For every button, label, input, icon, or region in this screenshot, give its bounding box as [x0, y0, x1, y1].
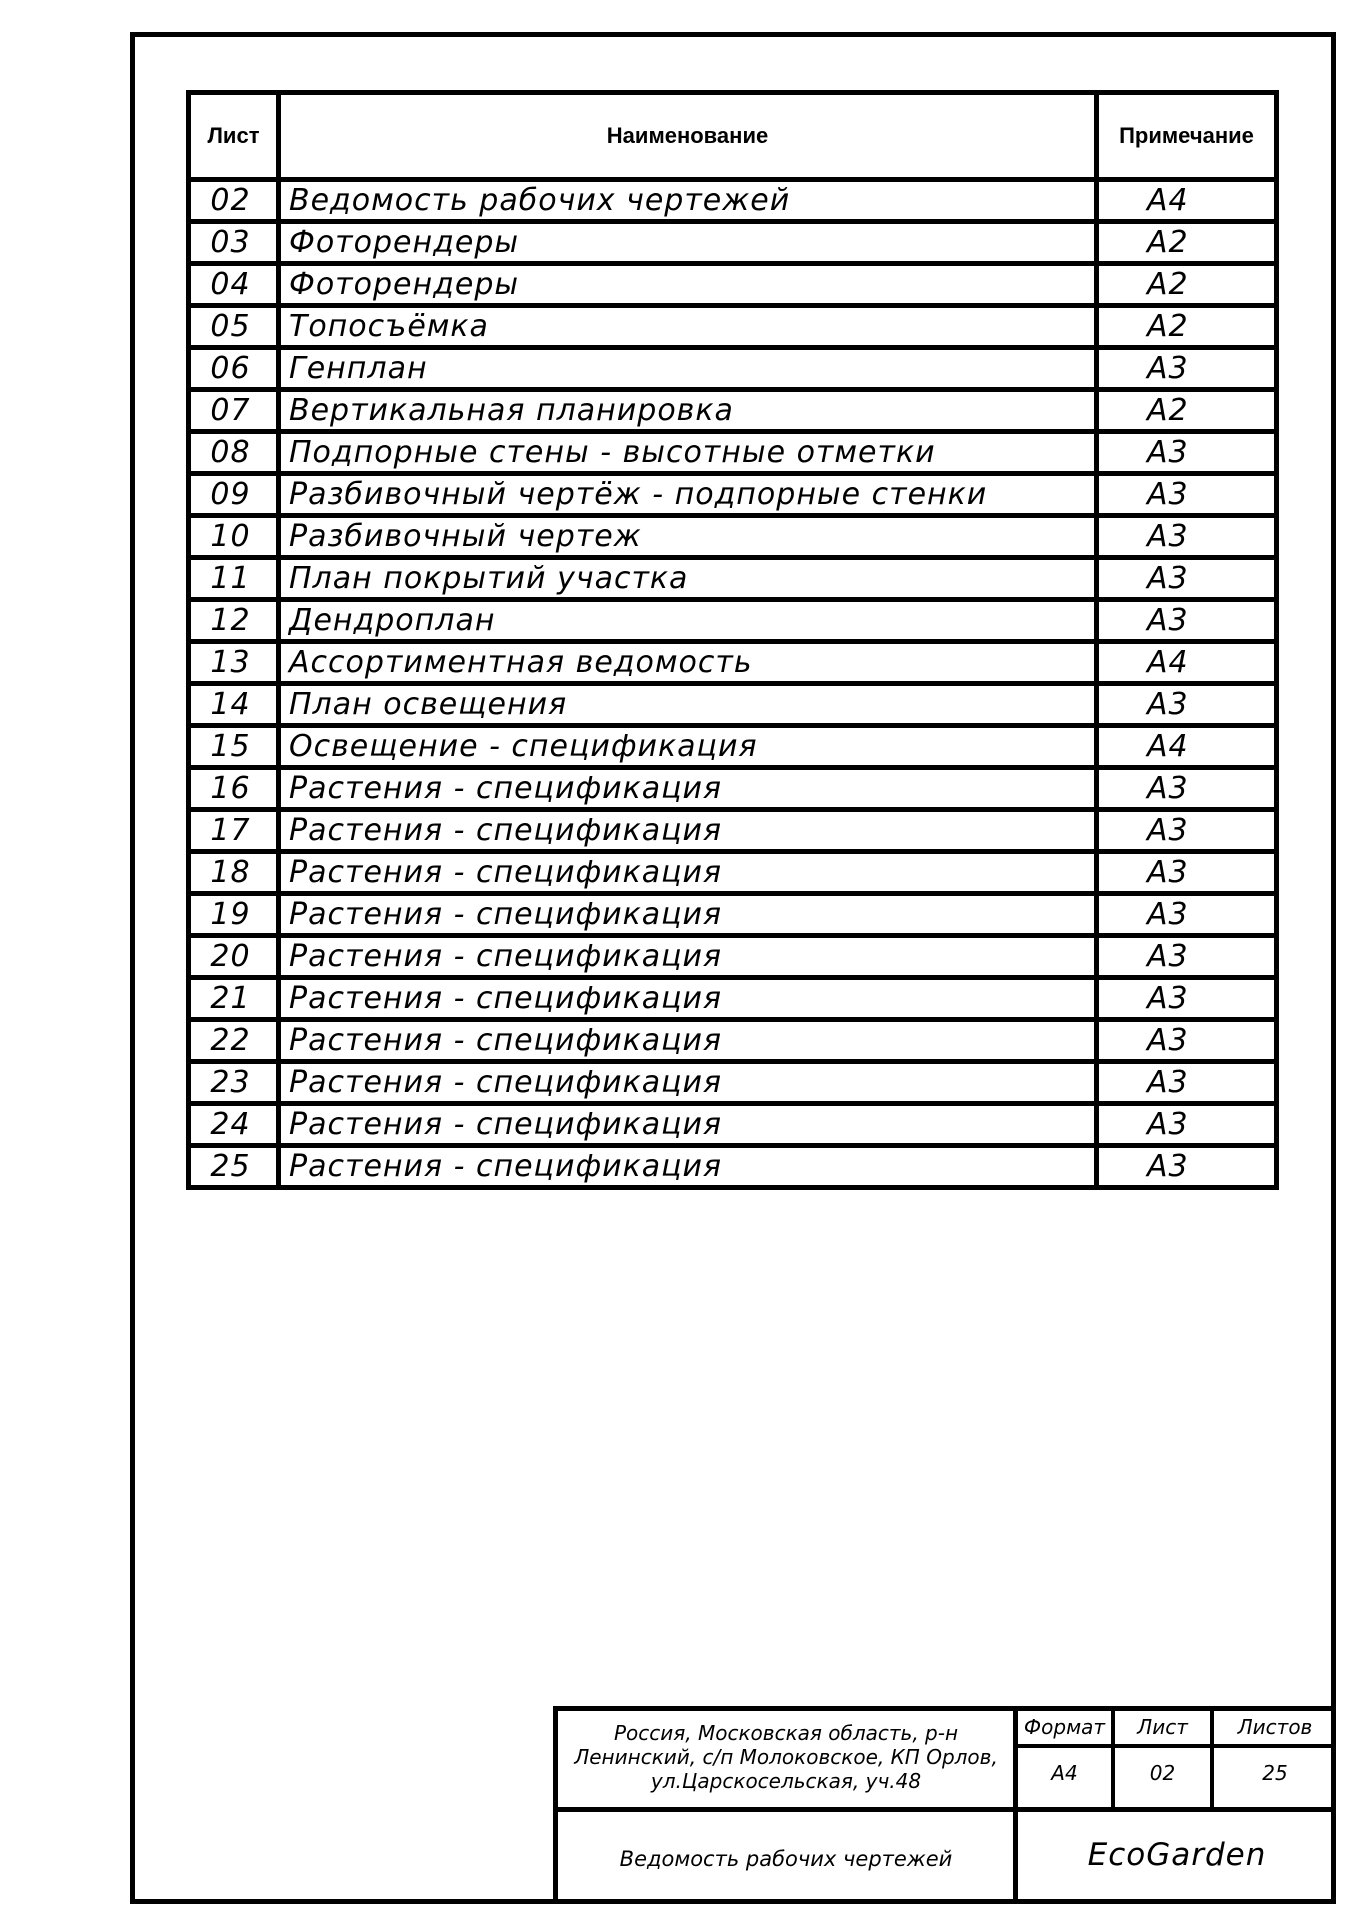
- cell-drawing-name: Ведомость рабочих чертежей: [279, 180, 1097, 222]
- header-name: Наименование: [279, 93, 1097, 180]
- cell-format-note: А3: [1097, 894, 1277, 936]
- cell-sheet-number: 06: [189, 348, 279, 390]
- cell-format-note: А3: [1097, 684, 1277, 726]
- address-line: Россия, Московская область, р-н: [613, 1721, 959, 1745]
- cell-format-note: А4: [1097, 726, 1277, 768]
- table-row: [189, 894, 1277, 936]
- table-row: [189, 264, 1277, 306]
- cell-drawing-name: Растения - спецификация: [279, 768, 1097, 810]
- drawing-register-table: [186, 90, 1279, 1190]
- format-value: А4: [1051, 1761, 1078, 1785]
- cell-sheet-number: 23: [189, 1062, 279, 1104]
- cell-sheet-number: 02: [189, 180, 279, 222]
- header-sheet: Лист: [189, 93, 279, 180]
- cell-format-note: А3: [1097, 474, 1277, 516]
- cell-sheet-number: 18: [189, 852, 279, 894]
- cell-sheet-number: 08: [189, 432, 279, 474]
- table-row: [189, 348, 1277, 390]
- cell-drawing-name: Дендроплан: [279, 600, 1097, 642]
- project-address: [566, 1721, 1006, 1793]
- cell-drawing-name: Растения - спецификация: [279, 1062, 1097, 1104]
- cell-format-note: А3: [1097, 516, 1277, 558]
- table-row: [189, 684, 1277, 726]
- cell-format-note: А2: [1097, 264, 1277, 306]
- cell-sheet-number: 17: [189, 810, 279, 852]
- cell-drawing-name: Ассортиментная ведомость: [279, 642, 1097, 684]
- table-row: [189, 600, 1277, 642]
- cell-drawing-name: Фоторендеры: [279, 222, 1097, 264]
- cell-format-note: А3: [1097, 558, 1277, 600]
- table-row: [189, 432, 1277, 474]
- sheet-value: 02: [1149, 1761, 1176, 1785]
- cell-drawing-name: Освещение - спецификация: [279, 726, 1097, 768]
- cell-format-note: А4: [1097, 180, 1277, 222]
- cell-format-note: А3: [1097, 1146, 1277, 1188]
- cell-drawing-name: План освещения: [279, 684, 1097, 726]
- cell-sheet-number: 25: [189, 1146, 279, 1188]
- cell-drawing-name: Фоторендеры: [279, 264, 1097, 306]
- cell-sheet-number: 11: [189, 558, 279, 600]
- cell-sheet-number: 12: [189, 600, 279, 642]
- table-row: [189, 642, 1277, 684]
- cell-sheet-number: 14: [189, 684, 279, 726]
- cell-sheet-number: 22: [189, 1020, 279, 1062]
- table-row: [189, 936, 1277, 978]
- table-row: [189, 222, 1277, 264]
- cell-drawing-name: План покрытий участка: [279, 558, 1097, 600]
- cell-sheet-number: 05: [189, 306, 279, 348]
- table-row: [189, 1104, 1277, 1146]
- cell-format-note: А2: [1097, 390, 1277, 432]
- table-row: [189, 1062, 1277, 1104]
- cell-drawing-name: Топосъёмка: [279, 306, 1097, 348]
- cell-format-note: А3: [1097, 978, 1277, 1020]
- cell-sheet-number: 16: [189, 768, 279, 810]
- cell-drawing-name: Вертикальная планировка: [279, 390, 1097, 432]
- table-header-row: [189, 93, 1277, 180]
- table-row: [189, 390, 1277, 432]
- sheets-value: 25: [1262, 1761, 1288, 1785]
- cell-sheet-number: 21: [189, 978, 279, 1020]
- title-block: [553, 1706, 1336, 1904]
- cell-sheet-number: 04: [189, 264, 279, 306]
- table-row: [189, 180, 1277, 222]
- table-row: [189, 1146, 1277, 1188]
- cell-format-note: А3: [1097, 768, 1277, 810]
- cell-sheet-number: 20: [189, 936, 279, 978]
- cell-drawing-name: Растения - спецификация: [279, 1104, 1097, 1146]
- cell-drawing-name: Растения - спецификация: [279, 936, 1097, 978]
- cell-format-note: А3: [1097, 936, 1277, 978]
- cell-drawing-name: Разбивочный чертеж: [279, 516, 1097, 558]
- cell-format-note: А3: [1097, 1062, 1277, 1104]
- cell-sheet-number: 03: [189, 222, 279, 264]
- document-name: Ведомость рабочих чертежей: [619, 1847, 953, 1871]
- address-line: ул.Царскосельская, уч.48: [650, 1769, 922, 1793]
- cell-drawing-name: Растения - спецификация: [279, 894, 1097, 936]
- address-line: Ленинский, с/п Молоковское, КП Орлов,: [574, 1745, 998, 1769]
- cell-format-note: А3: [1097, 810, 1277, 852]
- table-row: [189, 306, 1277, 348]
- cell-sheet-number: 13: [189, 642, 279, 684]
- cell-drawing-name: Растения - спецификация: [279, 1020, 1097, 1062]
- cell-format-note: А3: [1097, 1104, 1277, 1146]
- cell-drawing-name: Растения - спецификация: [279, 978, 1097, 1020]
- cell-drawing-name: Растения - спецификация: [279, 1146, 1097, 1188]
- table-row: [189, 978, 1277, 1020]
- cell-sheet-number: 19: [189, 894, 279, 936]
- table-row: [189, 726, 1277, 768]
- sheet-label: Лист: [1137, 1715, 1188, 1739]
- cell-sheet-number: 24: [189, 1104, 279, 1146]
- company-logo-text: EcoGarden: [1087, 1837, 1267, 1873]
- table-body: [189, 180, 1277, 1188]
- table-row: [189, 516, 1277, 558]
- table-row: [189, 768, 1277, 810]
- table-row: [189, 852, 1277, 894]
- cell-format-note: А4: [1097, 642, 1277, 684]
- format-label: Формат: [1023, 1715, 1106, 1739]
- sheets-label: Листов: [1237, 1715, 1313, 1739]
- cell-sheet-number: 07: [189, 390, 279, 432]
- table-row: [189, 474, 1277, 516]
- cell-sheet-number: 09: [189, 474, 279, 516]
- cell-format-note: А3: [1097, 852, 1277, 894]
- cell-drawing-name: Подпорные стены - высотные отметки: [279, 432, 1097, 474]
- cell-sheet-number: 15: [189, 726, 279, 768]
- cell-format-note: А2: [1097, 222, 1277, 264]
- cell-format-note: А3: [1097, 600, 1277, 642]
- cell-format-note: А3: [1097, 1020, 1277, 1062]
- cell-format-note: А3: [1097, 348, 1277, 390]
- table-row: [189, 810, 1277, 852]
- table-row: [189, 558, 1277, 600]
- cell-drawing-name: Растения - спецификация: [279, 810, 1097, 852]
- cell-format-note: А2: [1097, 306, 1277, 348]
- cell-format-note: А3: [1097, 432, 1277, 474]
- cell-sheet-number: 10: [189, 516, 279, 558]
- cell-drawing-name: Разбивочный чертёж - подпорные стенки: [279, 474, 1097, 516]
- cell-drawing-name: Генплан: [279, 348, 1097, 390]
- header-note: Примечание: [1097, 93, 1277, 180]
- table-row: [189, 1020, 1277, 1062]
- cell-drawing-name: Растения - спецификация: [279, 852, 1097, 894]
